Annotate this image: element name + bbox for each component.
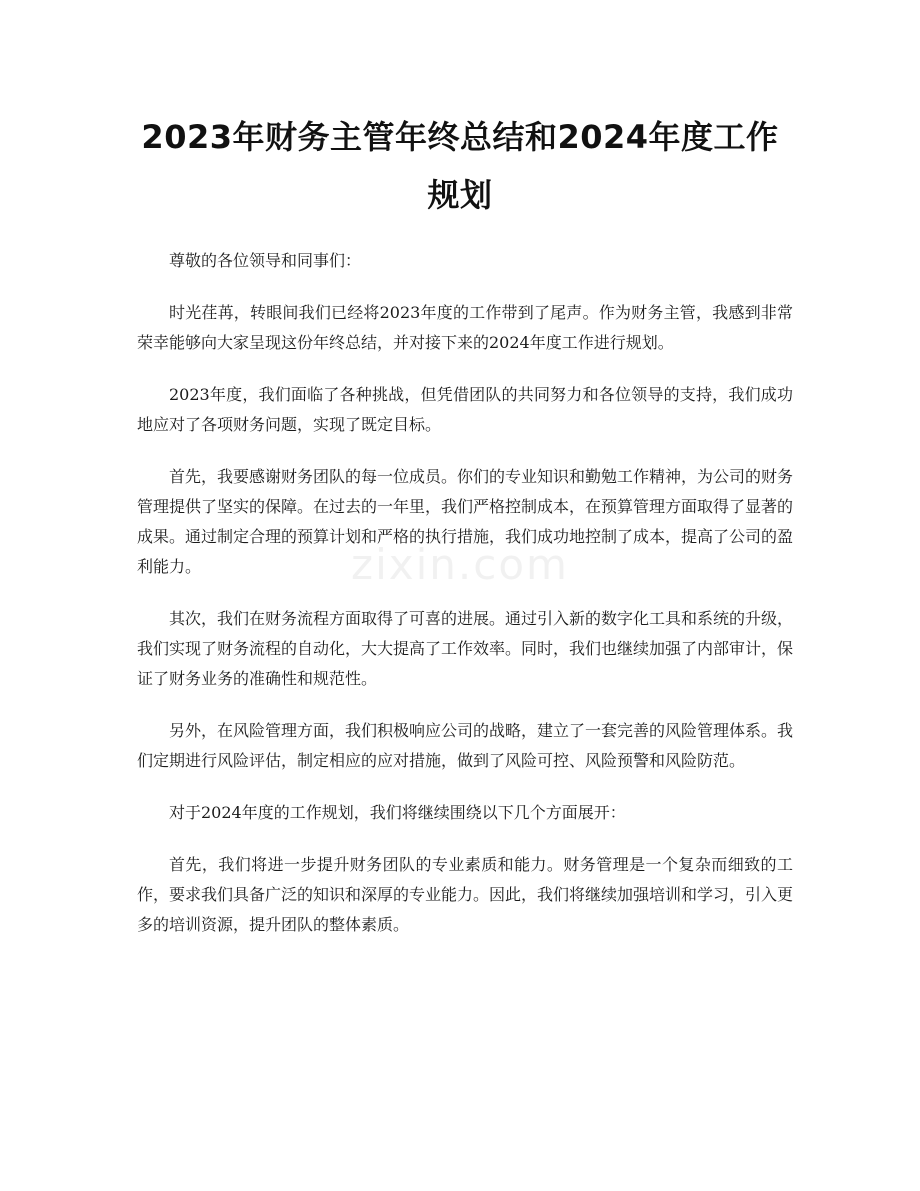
- document-title: 2023年财务主管年终总结和2024年度工作规划: [141, 118, 779, 214]
- watermark: zixin.com: [351, 540, 569, 589]
- document-body: [137, 246, 793, 962]
- salutation-paragraph: 尊敬的各位领导和同事们：: [169, 251, 362, 270]
- body-paragraph: 另外，在风险管理方面，我们积极响应公司的战略，建立了一套完善的风险管理体系。我们定期进行风险评估，制定相应的应对措施，做到了风险可控、风险预警和风险防范。: [137, 721, 794, 770]
- body-paragraph: 首先，我要感谢财务团队的每一位成员。你们的专业知识和勤勉工作精神，为公司的财务管理提供了坚实的保障。在过去的一年里，我们严格控制成本，在预算管理方面取得了显著的成果。通过制定合理的预算计划和严格的执行措施，我们成功地控制了成本，提高了公司的盈利能力。: [137, 467, 794, 576]
- body-paragraph: 其次，我们在财务流程方面取得了可喜的进展。通过引入新的数字化工具和系统的升级，我们实现了财务流程的自动化，大大提高了工作效率。同时，我们也继续加强了内部审计，保证了财务业务的准确性和规范性。: [137, 609, 794, 688]
- body-paragraph: 对于2024年度的工作规划，我们将继续围绕以下几个方面展开：: [169, 803, 626, 822]
- body-paragraph: 2023年度，我们面临了各种挑战，但凭借团队的共同努力和各位领导的支持，我们成功地应对了各项财务问题，实现了既定目标。: [137, 385, 793, 434]
- body-paragraph: 首先，我们将进一步提升财务团队的专业素质和能力。财务管理是一个复杂而细致的工作，要求我们具备广泛的知识和深厚的专业能力。因此，我们将继续加强培训和学习，引入更多的培训资源，提升团队的整体素质。: [137, 855, 794, 934]
- body-paragraph: 时光荏苒，转眼间我们已经将2023年度的工作带到了尾声。作为财务主管，我感到非常荣幸能够向大家呈现这份年终总结，并对接下来的2024年度工作进行规划。: [137, 303, 793, 352]
